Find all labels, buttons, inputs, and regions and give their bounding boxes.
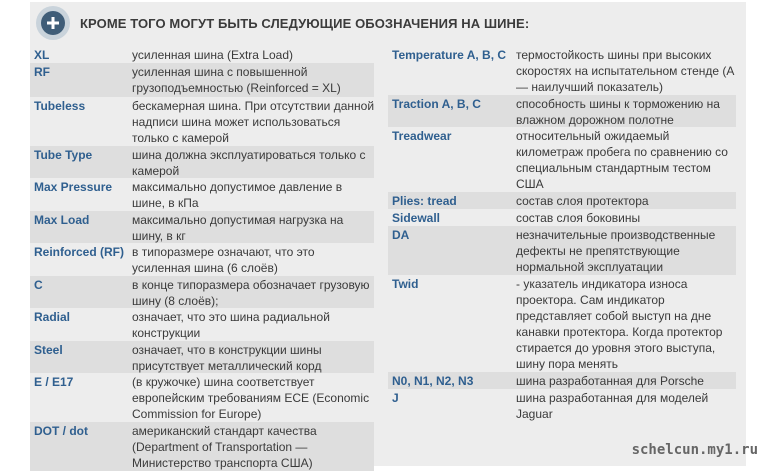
description: в типоразмере означают, что это усиленная шина (6 слоёв) xyxy=(132,245,315,275)
description: термостойкость шины при высоких скоростях на испытательном стенде (A — наилучший показатель) xyxy=(516,48,734,94)
description: американский стандарт качества (Department of Transportation — Министерство транспорта США) xyxy=(132,424,317,470)
term: Temperature A, B, C xyxy=(392,48,507,62)
watermark: schelcun.my1.ru xyxy=(631,442,758,458)
term: Traction A, B, C xyxy=(392,97,481,111)
description: означает, что в конструкции шины присутствует металлический корд xyxy=(132,343,322,373)
description: шина должна эксплуатироваться только с камерой xyxy=(132,148,366,178)
description: состав слоя боковины xyxy=(516,211,641,225)
description: способность шины к торможению на влажном дорожном полотне xyxy=(516,97,720,127)
list-item xyxy=(30,63,374,97)
list-item xyxy=(388,95,736,127)
list-item xyxy=(388,127,736,192)
term: Treadwear xyxy=(392,129,452,143)
term: C xyxy=(34,278,43,292)
list-item xyxy=(388,389,736,422)
plus-circle-icon xyxy=(41,11,65,35)
right-column xyxy=(388,46,736,422)
list-item xyxy=(388,46,736,95)
description: усиленная шина (Extra Load) xyxy=(132,48,293,62)
term: XL xyxy=(34,48,50,62)
description: означает, что это шина радиальной конструкции xyxy=(132,310,330,340)
list-item xyxy=(30,178,374,211)
list-item xyxy=(30,243,374,276)
term: J xyxy=(392,391,399,405)
list-item xyxy=(30,97,374,146)
description: - указатель индикатора износа проектора. Сам индикатор представляет собой выступ на дне канавки протектора. Когда протектор стирается до уровня этого выступа, шину пора менять xyxy=(516,277,723,371)
list-item xyxy=(30,276,374,308)
term: DOT / dot xyxy=(34,424,88,438)
description: шина разработанная для моделей Jaguar xyxy=(516,391,709,421)
list-item xyxy=(30,341,374,373)
term: Twid xyxy=(392,277,419,291)
list-item xyxy=(30,211,374,243)
left-column xyxy=(30,46,374,471)
header xyxy=(30,4,746,42)
term: Steel xyxy=(34,343,63,357)
description: состав слоя протектора xyxy=(516,194,649,208)
list-item xyxy=(30,46,374,63)
list-item xyxy=(30,146,374,178)
term: DA xyxy=(392,228,410,242)
description: относительный ожидаемый километраж пробега по сравнению со специальным стандартным тестом США xyxy=(516,129,728,191)
description: усиленная шина с повышенной грузоподъемностью (Reinforced = XL) xyxy=(132,65,341,95)
term: N0, N1, N2, N3 xyxy=(392,374,474,388)
list-item xyxy=(388,209,736,226)
term: Sidewall xyxy=(392,211,441,225)
description: незначительные производственные дефекты не препятствующие нормальной эксплуатации xyxy=(516,228,716,274)
term: Max Pressure xyxy=(34,180,113,194)
description: максимально допустимая нагрузка на шину, в кг xyxy=(132,213,344,243)
list-item xyxy=(388,372,736,389)
term: RF xyxy=(34,65,50,79)
description: максимально допустимое давление в шине, в кПа xyxy=(132,180,343,210)
page-title: КРОМЕ ТОГО МОГУТ БЫТЬ СЛЕДУЮЩИЕ ОБОЗНАЧЕНИЯ НА ШИНЕ: xyxy=(80,15,530,31)
description: в конце типоразмера обозначает грузовую шину (8 слоёв); xyxy=(132,278,370,308)
badge xyxy=(36,6,70,40)
term: E / E17 xyxy=(34,375,74,389)
term: Radial xyxy=(34,310,71,324)
description: (в кружочке) шина соответствует европейским требованиям ECE (Economic Commission for Europe) xyxy=(132,375,370,421)
list-item xyxy=(388,275,736,372)
description: бескамерная шина. При отсутствии данной надписи шина может использоваться только с камерой xyxy=(132,99,375,145)
term: Reinforced (RF) xyxy=(34,245,124,259)
term: Tube Type xyxy=(34,148,93,162)
list-item xyxy=(30,422,374,471)
term: Plies: tread xyxy=(392,194,457,208)
description: шина разработанная для Porsche xyxy=(516,374,704,388)
list-item xyxy=(30,373,374,422)
term: Max Load xyxy=(34,213,90,227)
list-item xyxy=(388,226,736,275)
list-item xyxy=(388,192,736,209)
list-item xyxy=(30,308,374,341)
term: Tubeless xyxy=(34,99,86,113)
